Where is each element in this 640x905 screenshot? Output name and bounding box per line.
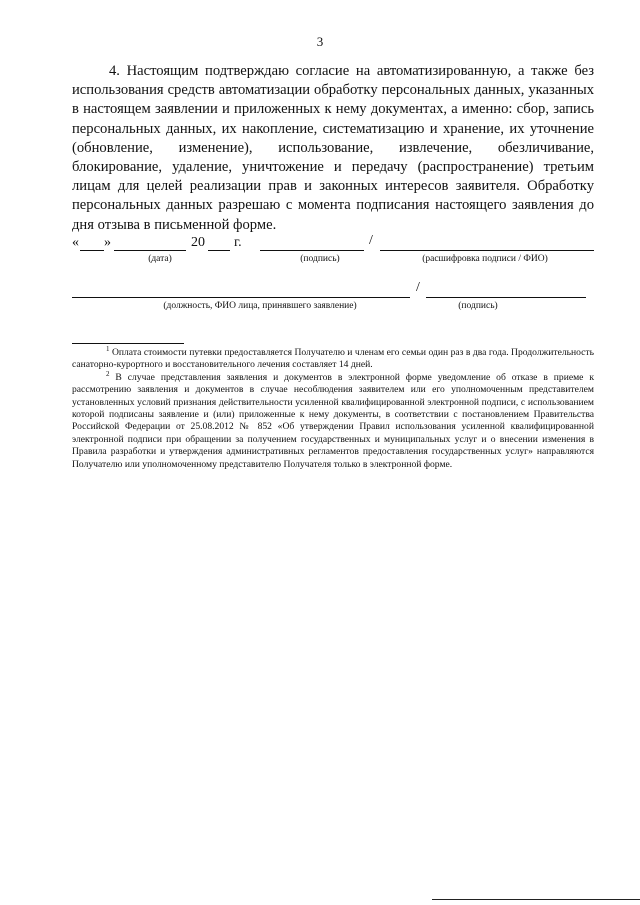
page-number: 3 — [316, 34, 324, 49]
footnote — [72, 369, 594, 471]
scan-edge-line — [432, 899, 640, 900]
signature-caption: (подпись) — [300, 254, 340, 264]
month-field[interactable] — [114, 250, 186, 251]
day-field[interactable] — [80, 250, 104, 251]
footnotes — [72, 344, 594, 471]
consent-paragraph: 4. Настоящим подтверждаю согласие на автоматизированную, а также без использования средств автоматизации обработку персональных данных, указанных в настоящем заявлении и приложенных к нему документах, а именно: сбор, запись персональных данных, их накопление, систематизацию и хранение, их уточнение (обновление, изменение), использование, извлечение, обезличивание, блокирование, удаление, уничтожение и передачу (распространение) третьим лицам для целей реализации прав и законных интересов заявителя. Обработку персональных данных разрешаю с момента подписания настоящего заявления до дня отзыва в письменной форме. — [72, 63, 594, 233]
footnote-text: В случае представления заявления и документов в электронной форме уведомление об отказе в приеме к рассмотрению заявления и документов в случае несоблюдения заявителем или его уполномоченным представителем установленных условий признания действительности усиленной квалифицированной электронной подписи, с использованием которой подписаны заявление и (или) приложенные к нему документы, в соответствии с постановлением Правительства Российской Федерации от 25.08.2012 № 852 «Об утверждении Правил использования усиленной квалифицированной электронной подписи при обращении за получением государственных и муниципальных услуг и о внесении изменения в Правила разработки и утверждения административных регламентов предоставления государственных услуг» направляются Получателю или уполномоченному представителю Получателя только в электронной форме. — [72, 371, 594, 470]
open-quote: « — [72, 235, 79, 250]
year-field[interactable] — [208, 250, 230, 251]
year-prefix: 20 — [191, 235, 205, 250]
footnote-marker: 2 — [106, 369, 110, 378]
year-suffix: г. — [234, 235, 242, 250]
slash: / — [369, 233, 373, 248]
decoding-field[interactable] — [380, 250, 594, 251]
signature2-caption: (подпись) — [458, 301, 498, 311]
footnote-text: Оплата стоимости путевки предоставляется Получателю и членам его семьи один раз в два года. Продолжительность санаторно-курортного и восстановительного лечения составляет 14 дней. — [72, 347, 594, 371]
footnote — [72, 344, 594, 372]
signature-field[interactable] — [260, 250, 364, 251]
staff-signature-field[interactable] — [426, 297, 586, 298]
position-field[interactable] — [72, 297, 410, 298]
slash: / — [416, 280, 420, 295]
position-caption: (должность, ФИО лица, принявшего заявление) — [163, 301, 357, 311]
decoding-caption: (расшифровка подписи / ФИО) — [422, 254, 548, 264]
close-quote: » — [104, 235, 111, 250]
footnote-separator — [72, 343, 184, 344]
footnote-marker: 1 — [106, 344, 110, 353]
date-caption: (дата) — [148, 254, 172, 264]
